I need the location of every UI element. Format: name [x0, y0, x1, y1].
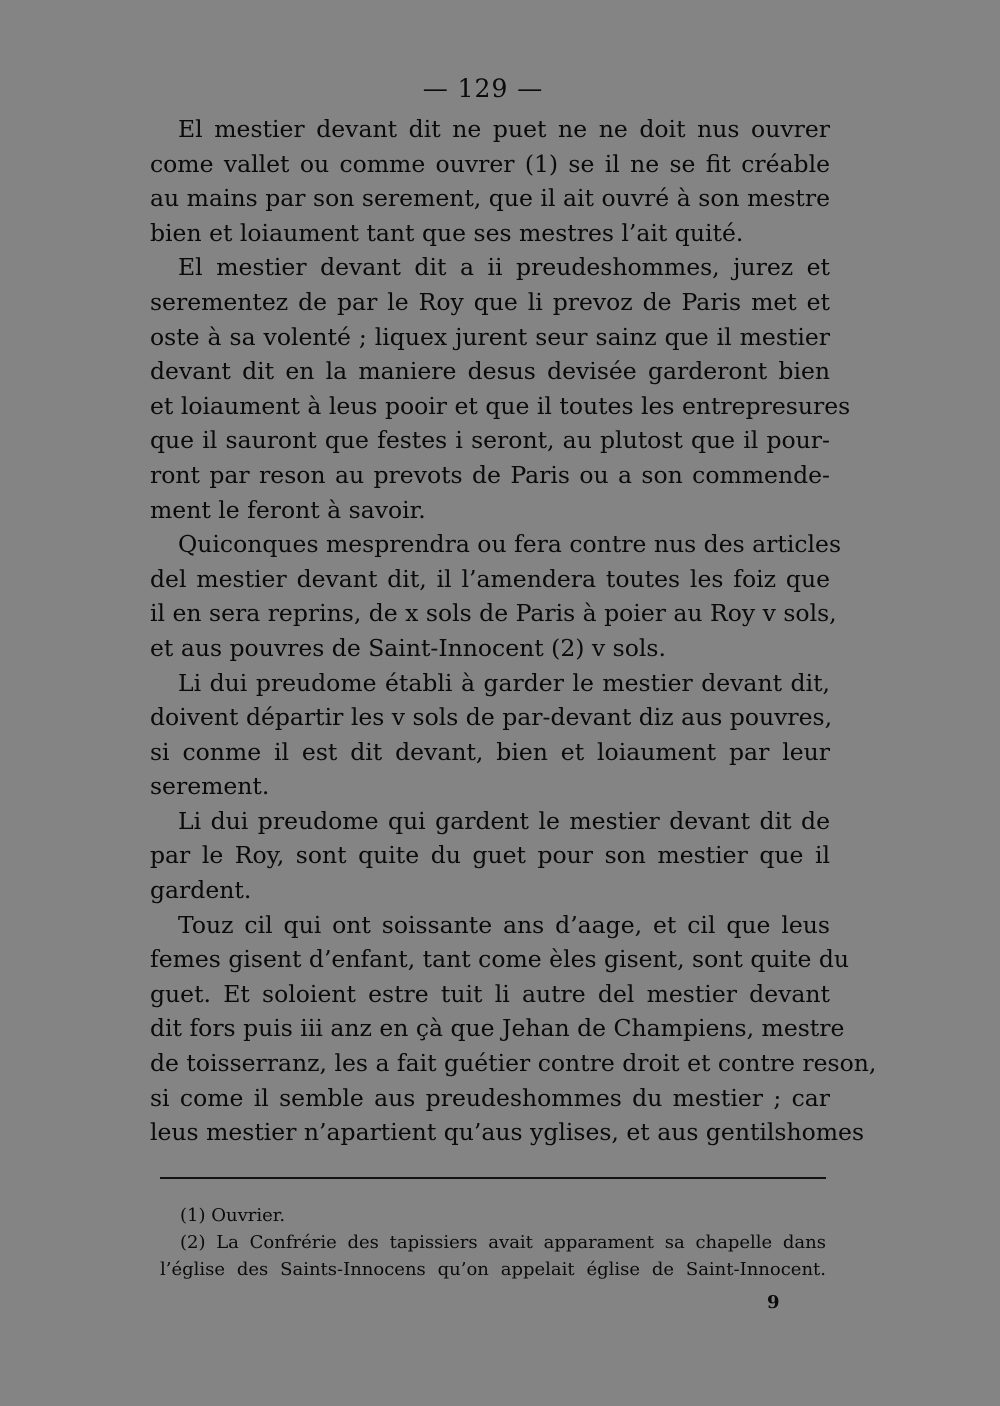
text-line: El mestier devant dit a ii preudeshommes, jurez et [178, 253, 830, 282]
paragraph-6 [150, 908, 877, 1150]
text-line: come vallet ou comme ouvrer (1) se il ne se fit créable [150, 149, 830, 178]
text-line: femes gisent d’enfant, tant come èles gisent, sont quite du [150, 945, 850, 974]
paragraph-3 [150, 527, 842, 665]
footnote-1: (1) Ouvrier. [180, 1205, 286, 1226]
text-line: de toisserranz, les a fait guétier contre droit et contre reson, [150, 1049, 877, 1078]
text-line: guet. Et soloient estre tuit li autre del mestier devant [150, 979, 830, 1008]
text-line: et aus pouvres de Saint-Innocent (2) v sols. [150, 633, 666, 662]
text-line: ment le feront à savoir. [150, 495, 426, 524]
page-number: — 129 — [422, 74, 544, 103]
text-line: il en sera reprins, de x sols de Paris à poier au Roy v sols, [150, 599, 837, 628]
text-line: del mestier devant dit, il l’amendera toutes les foiz que [150, 564, 830, 593]
footnotes [160, 1202, 826, 1283]
text-line: bien et loiaument tant que ses mestres l’ait quité. [150, 218, 744, 247]
body-text [150, 112, 877, 1150]
paragraph-4 [150, 666, 833, 804]
footnote-2: (2) La Confrérie des tapissiers avait apparament sa chapelle dans [180, 1232, 826, 1253]
text-line: Quiconques mesprendra ou fera contre nus des articles [178, 530, 842, 559]
text-line: si conme il est dit devant, bien et loiaument par leur [150, 737, 830, 766]
text-line: par le Roy, sont quite du guet pour son mestier que il [150, 841, 830, 870]
text-line: El mestier devant dit ne puet ne ne doit nus ouvrer [178, 115, 830, 143]
text-line: serementez de par le Roy que li prevoz de Paris met et [150, 287, 830, 316]
text-line: au mains par son serement, que il ait ouvré à son mestre [150, 184, 830, 213]
text-line: et loiaument à leus pooir et que il toutes les entrepresures [150, 391, 851, 420]
text-line: Li dui preudome établi à garder le mestier devant dit, [178, 668, 830, 697]
text-line: ront par reson au prevots de Paris ou a son commende- [150, 460, 830, 489]
paragraph-1 [150, 112, 830, 250]
text-line: que il sauront que festes i seront, au plutost que il pour- [150, 426, 830, 455]
footnote-2-continued: l’église des Saints-Innocens qu’on appelait église de Saint-Innocent. [160, 1259, 826, 1280]
paragraph-5 [150, 804, 830, 908]
text-line: serement. [150, 772, 270, 801]
text-line: devant dit en la maniere desus devisée garderont bien [150, 357, 830, 386]
paragraph-2 [150, 250, 851, 527]
footnote-divider [160, 1177, 826, 1179]
text-line: Touz cil qui ont soissante ans d’aage, et cil que leus [178, 910, 830, 939]
text-line: dit fors puis iii anz en çà que Jehan de Champiens, mestre [150, 1014, 845, 1043]
text-line: leus mestier n’apartient qu’aus yglises, et aus gentilshomes [150, 1118, 865, 1147]
signature-mark: 9 [767, 1292, 780, 1313]
text-line: si come il semble aus preudeshommes du mestier ; car [150, 1083, 830, 1112]
text-line: doivent départir les v sols de par-devant diz aus pouvres, [150, 703, 833, 732]
text-line: oste à sa volenté ; liquex jurent seur sainz que il mestier [150, 322, 830, 351]
text-line: Li dui preudome qui gardent le mestier devant dit de [178, 806, 830, 835]
text-line: gardent. [150, 876, 252, 905]
